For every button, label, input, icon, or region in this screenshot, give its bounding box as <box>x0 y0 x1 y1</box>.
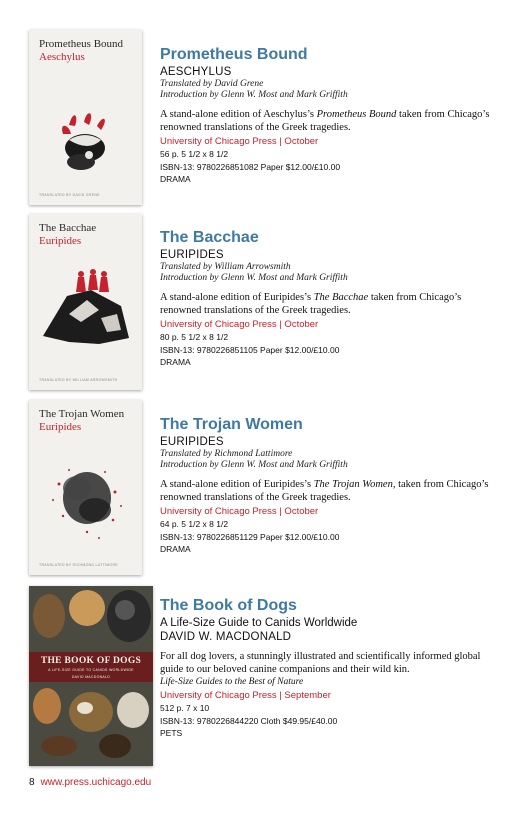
book-info <box>160 415 500 556</box>
book-series: Life-Size Guides to the Best of Nature <box>160 677 304 687</box>
book-isbn: ISBN-13: 9780226851129 Paper $12.00/£10.00 <box>160 531 340 542</box>
page-footer <box>29 777 151 788</box>
footer-link[interactable]: www.press.uchicago.edu <box>40 777 152 788</box>
book-pages: 80 p. 5 1/2 x 8 1/2 <box>160 332 229 342</box>
book-category: DRAMA <box>160 544 191 554</box>
book-pages: 64 p. 5 1/2 x 8 1/2 <box>160 519 229 529</box>
book-author: DAVID W. MACDONALD <box>160 631 292 643</box>
book-title[interactable]: Prometheus Bound <box>160 46 308 63</box>
book-introduction: Introduction by Glenn W. Most and Mark Griffith <box>160 90 348 100</box>
book-info <box>160 45 500 186</box>
book-author: AESCHYLUS <box>160 66 232 78</box>
book-subtitle: A Life-Size Guide to Canids Worldwide <box>160 617 358 629</box>
cover-subtitle: A LIFE-SIZE GUIDE TO CANIDS WORLDWIDE <box>48 668 134 672</box>
cover-footer: TRANSLATED BY WILLIAM ARROWSMITH <box>39 378 118 382</box>
book-pages: 512 p. 7 x 10 <box>160 703 210 713</box>
cover-title: The Bacchae <box>39 222 97 234</box>
book-category: DRAMA <box>160 357 191 367</box>
book-info <box>160 596 500 740</box>
cover-footer: TRANSLATED BY RICHMOND LATTIMORE <box>39 563 119 567</box>
book-title[interactable]: The Book of Dogs <box>160 597 297 614</box>
book-cover[interactable] <box>29 214 142 390</box>
book-description: A stand-alone edition of Euripides’s The Trojan Women, taken from Chicago’s renowned translations of the Greek tragedies. <box>160 479 489 503</box>
cover-illustration <box>29 400 142 575</box>
cover-illustration <box>29 30 142 205</box>
book-description: A stand-alone edition of Aeschylus’s Prometheus Bound taken from Chicago’s renowned translations of the Greek tragedies. <box>160 109 490 133</box>
cover-author: Aeschylus <box>39 51 85 63</box>
book-title[interactable]: The Trojan Women <box>160 416 303 433</box>
book-cover[interactable] <box>29 586 153 766</box>
book-publisher: University of Chicago Press | October <box>160 506 319 517</box>
book-pages: 56 p. 5 1/2 x 8 1/2 <box>160 149 229 159</box>
book-translator: Translated by David Grene <box>160 79 264 89</box>
cover-title: Prometheus Bound <box>39 38 124 50</box>
page-number: 8 <box>29 777 35 788</box>
book-isbn: ISBN-13: 9780226844220 Cloth $49.95/£40.00 <box>160 715 338 726</box>
book-introduction: Introduction by Glenn W. Most and Mark Griffith <box>160 460 348 470</box>
book-title[interactable]: The Bacchae <box>160 229 259 246</box>
cover-illustration <box>29 214 142 390</box>
book-isbn: ISBN-13: 9780226851105 Paper $12.00/£10.00 <box>160 344 340 355</box>
cover-title: THE BOOK OF DOGS <box>40 656 142 666</box>
book-author: EURIPIDES <box>160 436 224 448</box>
book-publisher: University of Chicago Press | September <box>160 690 331 701</box>
book-category: PETS <box>160 728 183 738</box>
cover-author: DAVID MACDONALD <box>71 675 111 679</box>
book-info <box>160 228 500 369</box>
book-category: DRAMA <box>160 174 191 184</box>
book-translator: Translated by Richmond Lattimore <box>160 449 293 459</box>
cover-author: Euripides <box>39 235 82 247</box>
book-description: A stand-alone edition of Euripides’s The Bacchae taken from Chicago’s renowned translations of the Greek tragedies. <box>160 292 462 316</box>
book-translator: Translated by William Arrowsmith <box>160 262 291 272</box>
book-description: For all dog lovers, a stunningly illustrated and scientifically informed global guide to our beloved canine companions and their wild kin. <box>160 651 481 675</box>
book-author: EURIPIDES <box>160 249 224 261</box>
book-publisher: University of Chicago Press | October <box>160 319 319 330</box>
cover-title: The Trojan Women <box>39 408 125 420</box>
cover-footer: TRANSLATED BY DAVID GRENE <box>39 193 100 197</box>
book-cover[interactable] <box>29 30 142 205</box>
book-cover[interactable] <box>29 400 142 575</box>
book-introduction: Introduction by Glenn W. Most and Mark Griffith <box>160 273 348 283</box>
cover-author: Euripides <box>39 421 82 433</box>
book-isbn: ISBN-13: 9780226851082 Paper $12.00/£10.00 <box>160 161 341 172</box>
book-publisher: University of Chicago Press | October <box>160 136 319 147</box>
